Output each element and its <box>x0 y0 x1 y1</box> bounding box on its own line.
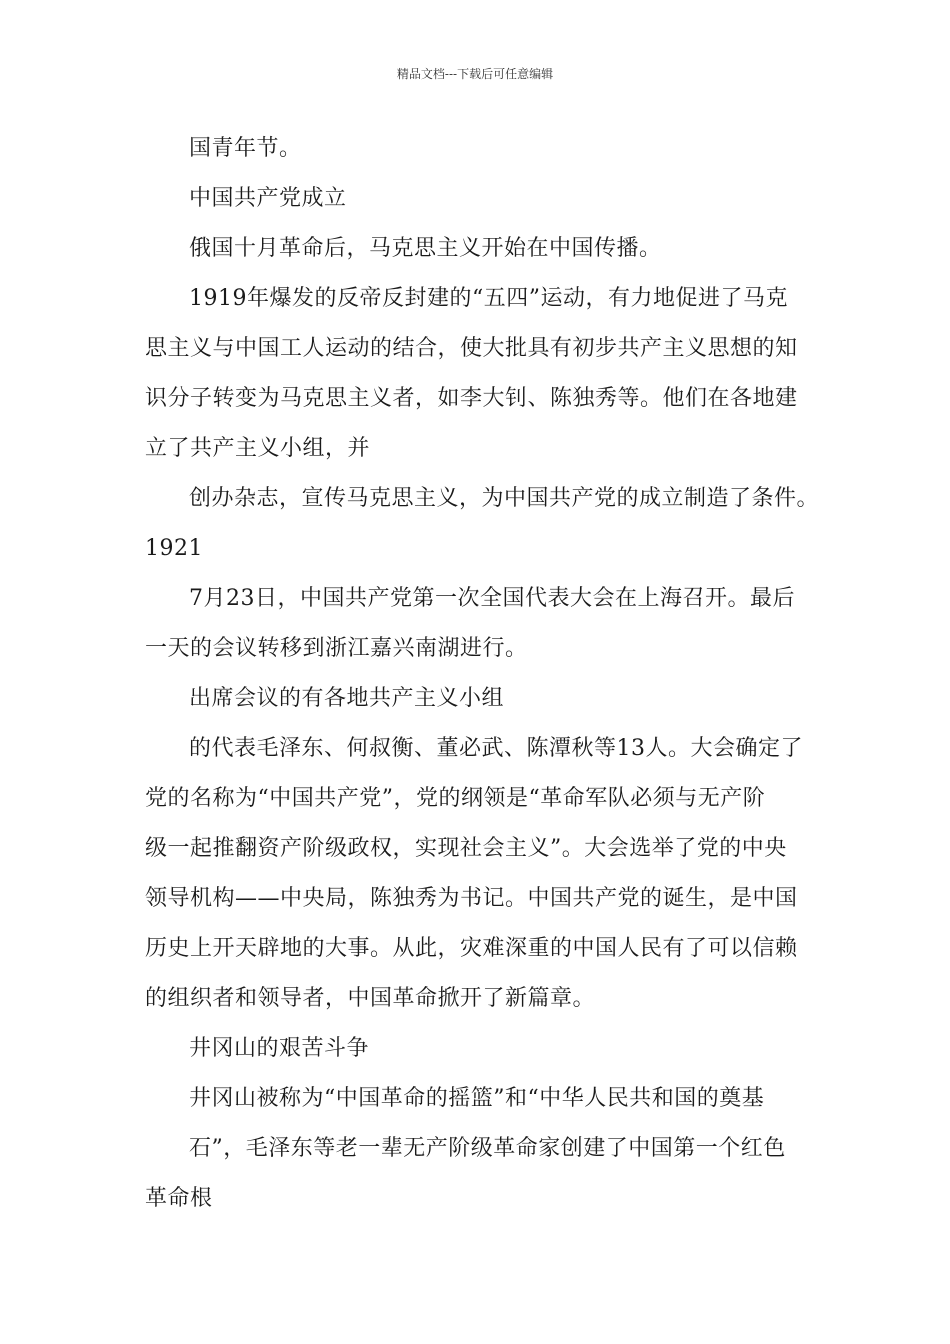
page-header: 精品文档---下载后可任意编辑 <box>396 67 554 81</box>
text-line: 俄国十月革命后，马克思主义开始在中国传播。 <box>189 236 662 261</box>
text-line: 领导机构——中央局，陈独秀为书记。中国共产党的诞生，是中国 <box>145 886 798 911</box>
text-line: 中国共产党成立 <box>189 186 347 211</box>
text-line: 识分子转变为马克思主义者，如李大钊、陈独秀等。他们在各地建 <box>145 386 798 411</box>
text-line: 创办杂志，宣传马克思主义，为中国共产党的成立制造了条件。 <box>189 486 820 511</box>
text-line: 历史上开天辟地的大事。从此，灾难深重的中国人民有了可以信赖 <box>145 936 798 961</box>
text-line: 的代表毛泽东、何叔衡、董必武、陈潭秋等13人。大会确定了 <box>189 736 803 761</box>
text-line: 井冈山被称为“中国革命的摇篮”和“中华人民共和国的奠基 <box>189 1086 765 1111</box>
text-line: 1921 <box>145 536 203 561</box>
text-line: 级一起推翻资产阶级政权，实现社会主义”。大会选举了党的中央 <box>145 836 787 861</box>
text-line: 出席会议的有各地共产主义小组 <box>189 686 505 711</box>
text-line: 7月23日，中国共产党第一次全国代表大会在上海召开。最后 <box>189 586 795 611</box>
text-line: 思主义与中国工人运动的结合，使大批具有初步共产主义思想的知 <box>145 336 798 361</box>
text-line: 革命根 <box>145 1186 213 1211</box>
text-line: 一天的会议转移到浙江嘉兴南湖进行。 <box>145 636 528 661</box>
text-line: 石”，毛泽东等老一辈无产阶级革命家创建了中国第一个红色 <box>189 1136 786 1161</box>
text-line: 1919年爆发的反帝反封建的“五四”运动，有力地促进了马克 <box>189 286 788 311</box>
text-line: 的组织者和领导者，中国革命掀开了新篇章。 <box>145 986 596 1011</box>
text-line: 立了共产主义小组，并 <box>145 436 371 461</box>
document-body <box>145 124 825 1224</box>
text-line: 井冈山的艰苦斗争 <box>189 1036 370 1061</box>
text-line: 党的名称为“中国共产党”，党的纲领是“革命军队必须与无产阶 <box>145 786 766 811</box>
text-line: 国青年节。 <box>189 136 302 161</box>
